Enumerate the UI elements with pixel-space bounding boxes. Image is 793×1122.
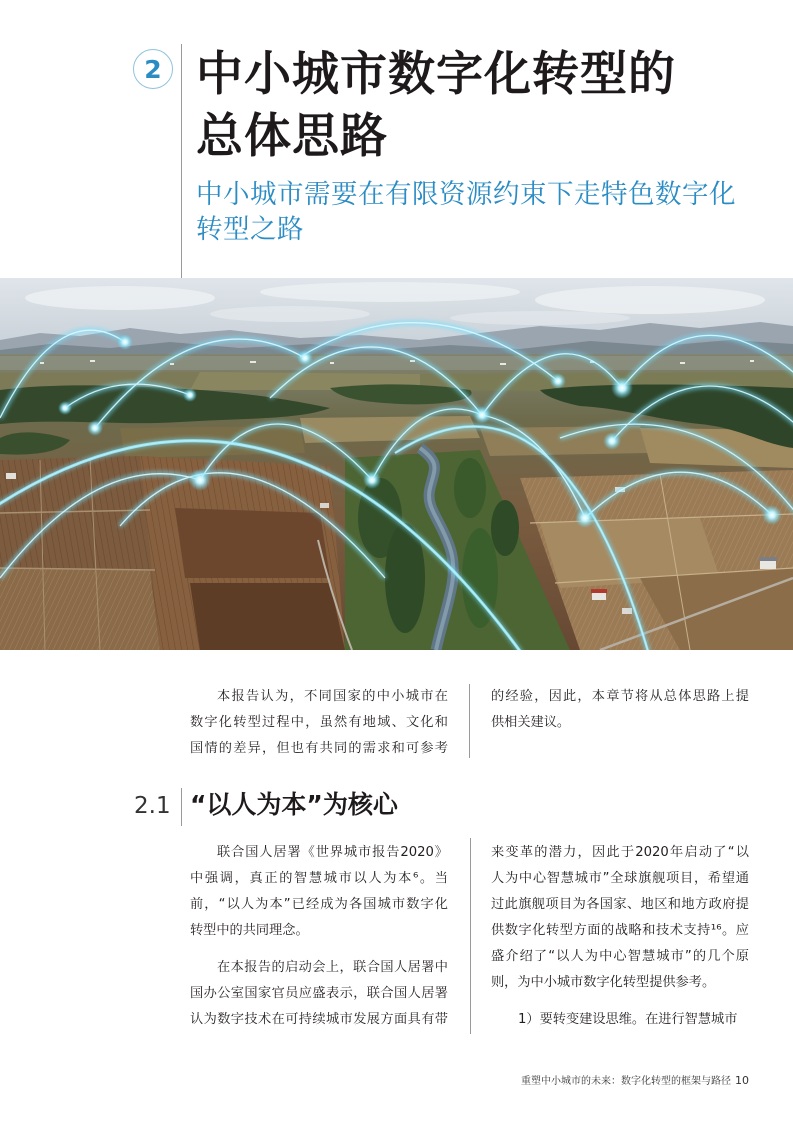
chapter-title [196, 44, 676, 168]
intro-right-column [491, 684, 749, 736]
chapter-subtitle [196, 177, 736, 247]
section-number: 2.1 [134, 793, 171, 819]
text-line: 过此旗舰项目为各国家、地区和地方政府提 [491, 897, 749, 912]
section-list-item-1 [491, 1007, 749, 1033]
column-divider [470, 838, 471, 1034]
chapter-header-rule [181, 44, 182, 280]
chapter-subtitle-line: 转型之路 [196, 214, 304, 245]
chapter-number-badge [133, 49, 173, 89]
column-divider [469, 684, 470, 758]
chapter-subtitle-line: 中小城市需要在有限资源约束下走特色数字化 [196, 179, 736, 210]
text-line: 数字化转型过程中，虽然有地域、文化和 [190, 715, 448, 730]
text-line: 认为数字技术在可持续城市发展方面具有带 [190, 1012, 448, 1027]
text-line: 国情的差异，但也有共同的需求和可参考 [190, 741, 448, 756]
text-line: 转型中的共同理念。 [190, 923, 309, 938]
text-line: 人为中心智慧城市”全球旗舰项目，希望通 [491, 871, 749, 886]
distant-town [0, 356, 793, 370]
chapter-title-line: 总体思路 [196, 109, 388, 164]
section-left-paragraph-1 [190, 840, 448, 944]
text-line: 联合国人居署《世界城市报告2020》 [217, 845, 448, 860]
text-line: 供数字化转型方面的战略和技术支持¹⁶。应 [491, 923, 749, 938]
text-line: 盛介绍了“以人为中心智慧城市”的几个原 [491, 949, 749, 964]
text-line: 前，“以人为本”已经成为各国城市数字化 [190, 897, 448, 912]
text-line: 本报告认为，不同国家的中小城市在 [217, 689, 448, 704]
text-line: 在本报告的启动会上，联合国人居署中 [217, 960, 448, 975]
chapter-number: 2 [144, 54, 162, 84]
page-footer [521, 1074, 749, 1089]
text-line: 的经验，因此，本章节将从总体思路上提 [491, 689, 749, 704]
text-line: 则，为中小城市数字化转型提供参考。 [491, 975, 716, 990]
hero-landscape-image [0, 278, 793, 650]
footer-title: 重塑中小城市的未来：数字化转型的框架与路径 [521, 1076, 731, 1087]
section-left-paragraph-2 [190, 955, 448, 1033]
text-line: 来变革的潜力，因此于2020年启动了“以 [491, 845, 749, 860]
intro-left-column [190, 684, 448, 762]
chapter-title-line: 中小城市数字化转型的 [196, 47, 676, 102]
text-line: 供相关建议。 [491, 715, 571, 730]
text-line: 中强调，真正的智慧城市以人为本⁶。当 [190, 871, 448, 886]
section-title: “以人为本”为核心 [190, 790, 398, 819]
section-heading-rule [181, 788, 182, 826]
list-item: 1）要转变建设思维。在进行智慧城市 [518, 1012, 738, 1027]
text-line: 国办公室国家官员应盛表示，联合国人居署 [190, 986, 448, 1001]
section-right-paragraph [491, 840, 749, 996]
page-number: 10 [735, 1074, 749, 1087]
